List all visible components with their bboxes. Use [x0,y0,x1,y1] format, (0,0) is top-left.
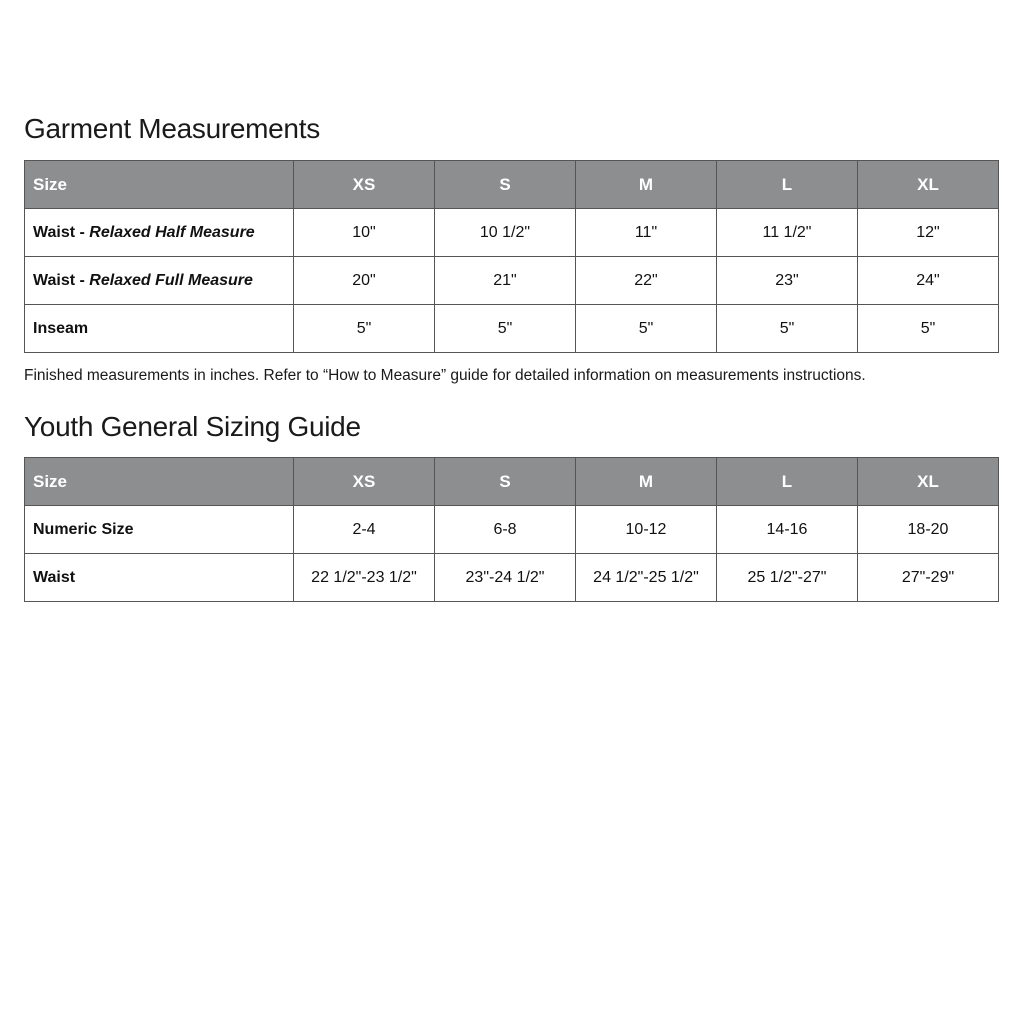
table-cell: 24" [858,257,999,305]
table-cell: 23"-24 1/2" [435,554,576,602]
table-row [25,209,999,257]
table-row [25,257,999,305]
row-label-emphasis: Relaxed Full Measure [89,271,253,289]
header-cell-size: Size [25,161,294,209]
row-label: Waist [25,554,294,602]
table-cell: 12" [858,209,999,257]
table-cell: 10-12 [576,506,717,554]
measurement-note: Finished measurements in inches. Refer to “How to Measure” guide for detailed information on measurements instructions. [24,367,866,384]
table-cell: 11" [576,209,717,257]
table-cell: 10" [294,209,435,257]
row-label-main: Inseam [33,319,89,337]
header-cell-s: S [435,458,576,506]
table-cell: 27"-29" [858,554,999,602]
header-cell-size: Size [25,458,294,506]
row-label [25,305,294,353]
header-cell-xs: XS [294,161,435,209]
table-cell: 6-8 [435,506,576,554]
youth-sizing-table [24,457,999,602]
header-cell-xl: XL [858,161,999,209]
header-cell-l: L [717,458,858,506]
table-cell: 10 1/2" [435,209,576,257]
table-cell: 21" [435,257,576,305]
table-cell: 5" [717,305,858,353]
row-label-emphasis: Relaxed Half Measure [89,223,255,241]
table-cell: 23" [717,257,858,305]
row-label-main: Waist - [33,271,90,289]
header-cell-l: L [717,161,858,209]
table-cell: 5" [858,305,999,353]
table-cell: 22" [576,257,717,305]
youth-sizing-title: Youth General Sizing Guide [24,411,361,442]
table-cell: 2-4 [294,506,435,554]
header-cell-xl: XL [858,458,999,506]
table-cell: 20" [294,257,435,305]
table-cell: 11 1/2" [717,209,858,257]
table-cell: 5" [294,305,435,353]
garment-measurements-table [24,160,999,353]
row-label-main: Waist - [33,223,90,241]
row-label [25,209,294,257]
table-cell: 18-20 [858,506,999,554]
header-cell-xs: XS [294,458,435,506]
table-row [25,554,999,602]
table-cell: 5" [435,305,576,353]
table-row [25,506,999,554]
garment-measurements-title: Garment Measurements [24,113,320,144]
table-cell: 5" [576,305,717,353]
row-label: Numeric Size [25,506,294,554]
table-cell: 22 1/2"-23 1/2" [294,554,435,602]
header-cell-m: M [576,458,717,506]
row-label [25,257,294,305]
table-header-row [25,161,999,209]
header-cell-m: M [576,161,717,209]
header-cell-s: S [435,161,576,209]
table-row [25,305,999,353]
table-cell: 24 1/2"-25 1/2" [576,554,717,602]
table-cell: 25 1/2"-27" [717,554,858,602]
table-header-row [25,458,999,506]
table-cell: 14-16 [717,506,858,554]
